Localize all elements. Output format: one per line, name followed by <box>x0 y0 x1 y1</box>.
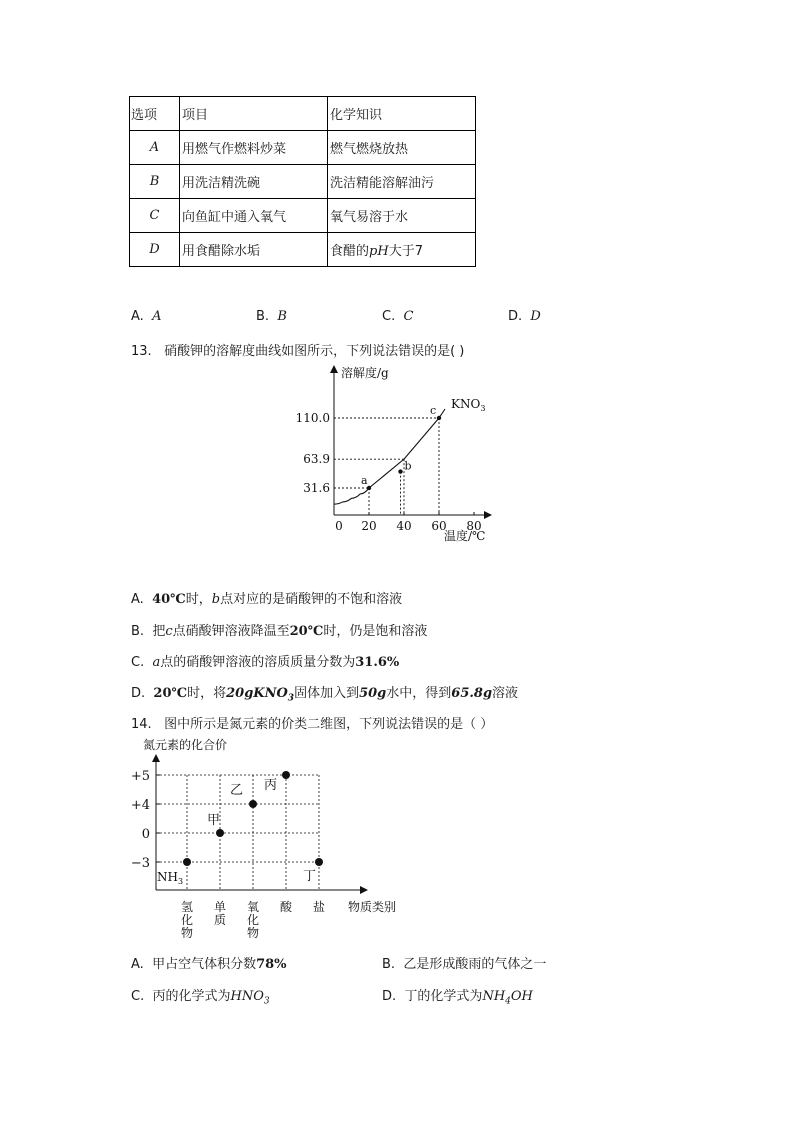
q14-choice-a[interactable]: A. 甲占空气体积分数78% <box>131 957 287 972</box>
point-label: 甲 <box>207 813 221 828</box>
table-cell-item: 用洗洁精洗碗 <box>180 165 328 199</box>
y-tick-label: +5 <box>130 769 150 784</box>
y-tick-label: 31.6 <box>303 481 330 495</box>
y-tick-label: 0 <box>141 827 150 842</box>
y-tick-label: −3 <box>130 856 150 871</box>
x-tick-label: 0 <box>335 519 343 533</box>
x-axis-label: 温度/℃ <box>444 529 486 543</box>
table-row <box>130 131 476 165</box>
x-axis-label: 物质类别 <box>348 900 397 914</box>
knowledge-table <box>129 96 476 267</box>
question-number: 13. <box>131 344 152 359</box>
table-cell-knowledge: 燃气燃烧放热 <box>328 131 476 165</box>
point-c <box>437 416 441 420</box>
table-row <box>130 165 476 199</box>
table-cell-knowledge: 食醋的pH大于7 <box>328 233 476 267</box>
y-tick-label: 110.0 <box>295 411 330 425</box>
point-label-a: a <box>361 474 368 487</box>
table-header: 选项 <box>130 97 180 131</box>
solubility-chart <box>290 360 505 545</box>
table-cell-option: D <box>130 233 180 267</box>
x-tick-label: 60 <box>431 519 447 533</box>
y-axis-label: 氮元素的化合价 <box>143 738 228 752</box>
point-甲 <box>216 829 224 837</box>
q13-choice-c[interactable]: C. a点的硝酸钾溶液的溶质质量分数为31.6% <box>131 655 400 670</box>
q14-choice-c[interactable]: C. 丙的化学式为$HNO_3$ <box>131 989 270 1007</box>
category-label: 氧化物 <box>246 900 260 940</box>
table-cell-knowledge: 洗洁精能溶解油污 <box>328 165 476 199</box>
choice-a[interactable]: A. A <box>131 309 162 324</box>
kno3-solubility-curve <box>334 409 445 504</box>
table-cell-item: 向鱼缸中通入氧气 <box>180 199 328 233</box>
point-label: 丁 <box>303 869 317 884</box>
point-丙 <box>282 771 290 779</box>
x-tick-label: 40 <box>396 519 412 533</box>
question-14-stem <box>131 713 493 732</box>
category-label: 单质 <box>213 900 227 927</box>
data-points <box>157 771 323 886</box>
point-乙 <box>249 800 257 808</box>
x-tick-label: 20 <box>361 519 377 533</box>
table-row <box>130 199 476 233</box>
choice-b[interactable]: B. B <box>256 309 287 324</box>
dashed-guide-lines <box>334 418 439 515</box>
q13-choice-b[interactable]: B. 把c点硝酸钾溶液降温至20℃时，仍是饱和溶液 <box>131 624 428 639</box>
nitrogen-valence-chart <box>120 735 420 945</box>
table-cell-item: 用燃气作燃料炒菜 <box>180 131 328 165</box>
choice-c[interactable]: C. C <box>382 309 414 324</box>
point-nh3 <box>183 858 191 866</box>
y-axis-label: 溶解度/g <box>341 366 389 380</box>
table-row <box>130 233 476 267</box>
table-header-row <box>130 97 476 131</box>
question-13-stem <box>131 340 464 359</box>
q13-choice-a[interactable]: A. 40℃时，b点对应的是硝酸钾的不饱和溶液 <box>131 592 403 607</box>
table-header: 化学知识 <box>328 97 476 131</box>
q14-choice-d[interactable]: D. 丁的化学式为$NH_4OH$ <box>382 989 533 1007</box>
table-cell-option: A <box>130 131 180 165</box>
y-tick-label: +4 <box>130 798 150 813</box>
y-tick-label: 63.9 <box>303 452 330 467</box>
q14-choice-b[interactable]: B. 乙是形成酸雨的气体之一 <box>382 957 547 972</box>
question-text: 图中所示是氮元素的价类二维图，下列说法错误的是（ ） <box>164 717 494 732</box>
category-label: 氢化物 <box>180 900 194 940</box>
point-丁 <box>315 858 323 866</box>
point-label: 丙 <box>264 778 278 793</box>
x-tick-label: 80 <box>466 519 482 533</box>
question-number: 14. <box>131 717 152 732</box>
table-cell-knowledge: 氧气易溶于水 <box>328 199 476 233</box>
q13-choice-d[interactable]: D. 20℃时，将20gKNO$_3$固体加入到50g水中，得到65.8g溶液 <box>131 686 519 704</box>
point-label-nh3: $NH_3$ <box>157 870 184 886</box>
choice-d[interactable]: D. D <box>508 309 541 324</box>
category-label: 酸 <box>279 900 293 914</box>
table-cell-option: B <box>130 165 180 199</box>
point-label-c: c <box>430 404 437 417</box>
table-cell-option: C <box>130 199 180 233</box>
series-label-kno3: $KNO_3$ <box>451 397 486 413</box>
point-label-b: b <box>404 459 412 473</box>
data-points <box>361 404 441 490</box>
question-text: 硝酸钾的溶解度曲线如图所示，下列说法错误的是( ) <box>164 344 465 359</box>
category-label: 盐 <box>312 900 326 914</box>
point-b <box>398 469 402 473</box>
table-cell-item: 用食醋除水垢 <box>180 233 328 267</box>
category-labels <box>181 899 325 940</box>
table-header: 项目 <box>180 97 328 131</box>
point-label: 乙 <box>230 783 244 798</box>
